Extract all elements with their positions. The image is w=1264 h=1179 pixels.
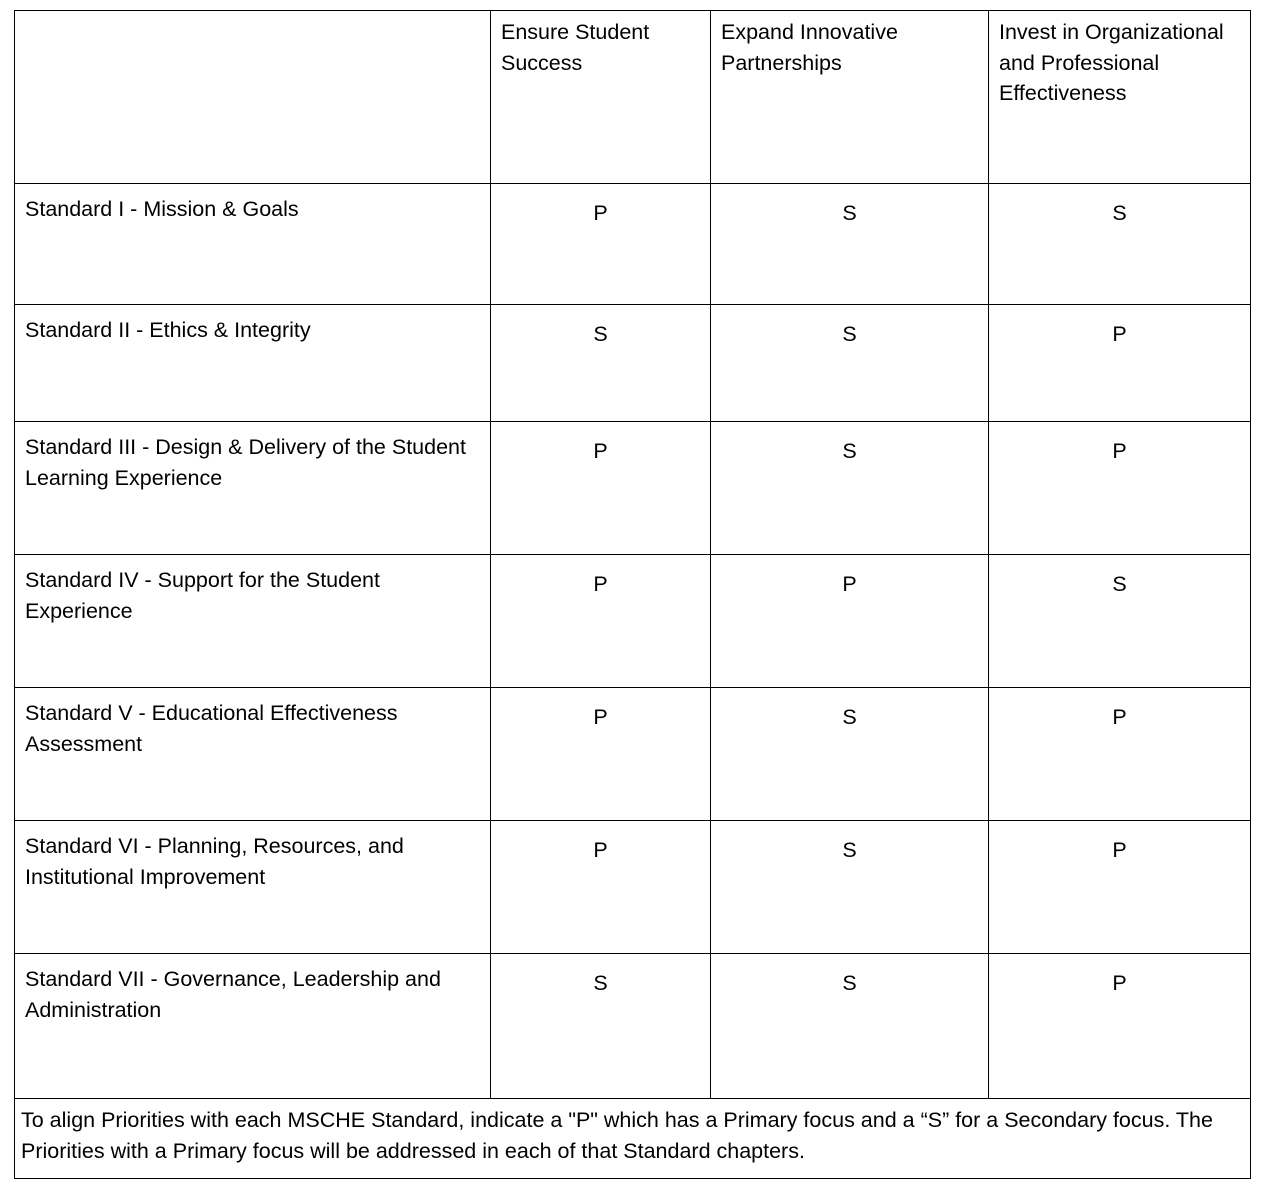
table-row [15, 954, 1251, 1099]
cell-standard-iv-ensure-student-success: P [491, 555, 711, 688]
cell-standard-ii-expand-innovative-partnerships: S [711, 305, 989, 422]
cell-standard-vi-expand-innovative-partnerships: S [711, 821, 989, 954]
standards-priorities-matrix [14, 10, 1251, 1179]
row-label-standard-ii: Standard II - Ethics & Integrity [15, 305, 491, 422]
cell-standard-i-expand-innovative-partnerships: S [711, 184, 989, 305]
cell-standard-vii-ensure-student-success: S [491, 954, 711, 1099]
row-label-standard-vi: Standard VI - Planning, Resources, and Institutional Improvement [15, 821, 491, 954]
table-row [15, 555, 1251, 688]
column-header-ensure-student-success: Ensure Student Success [491, 11, 711, 184]
cell-standard-iii-invest-in-organizational-effectiveness: P [989, 422, 1251, 555]
cell-standard-vi-ensure-student-success: P [491, 821, 711, 954]
row-label-standard-iv: Standard IV - Support for the Student Experience [15, 555, 491, 688]
row-label-standard-v: Standard V - Educational Effectiveness Assessment [15, 688, 491, 821]
matrix-footnote: To align Priorities with each MSCHE Standard, indicate a "P" which has a Primary focus and a “S” for a Secondary focus. The Priorities with a Primary focus will be addressed in each of that Standard chapters. [15, 1099, 1251, 1179]
table-row [15, 688, 1251, 821]
table-header [15, 11, 1251, 184]
cell-standard-i-invest-in-organizational-effectiveness: S [989, 184, 1251, 305]
cell-standard-vii-invest-in-organizational-effectiveness: P [989, 954, 1251, 1099]
cell-standard-vii-expand-innovative-partnerships: S [711, 954, 989, 1099]
row-label-standard-vii: Standard VII - Governance, Leadership and Administration [15, 954, 491, 1099]
cell-standard-v-invest-in-organizational-effectiveness: P [989, 688, 1251, 821]
header-corner-cell [15, 11, 491, 184]
header-row [15, 11, 1251, 184]
table-row [15, 305, 1251, 422]
table-body [15, 184, 1251, 1099]
cell-standard-iv-invest-in-organizational-effectiveness: S [989, 555, 1251, 688]
column-header-expand-innovative-partnerships: Expand Innovative Partnerships [711, 11, 989, 184]
table-row [15, 422, 1251, 555]
row-label-standard-i: Standard I - Mission & Goals [15, 184, 491, 305]
cell-standard-iv-expand-innovative-partnerships: P [711, 555, 989, 688]
cell-standard-v-expand-innovative-partnerships: S [711, 688, 989, 821]
table-footer [15, 1099, 1251, 1179]
row-label-standard-iii: Standard III - Design & Delivery of the Student Learning Experience [15, 422, 491, 555]
cell-standard-i-ensure-student-success: P [491, 184, 711, 305]
cell-standard-v-ensure-student-success: P [491, 688, 711, 821]
column-header-invest-in-organizational-and-professional-effectiveness: Invest in Organizational and Professional Effectiveness [989, 11, 1251, 184]
cell-standard-ii-invest-in-organizational-effectiveness: P [989, 305, 1251, 422]
cell-standard-ii-ensure-student-success: S [491, 305, 711, 422]
cell-standard-iii-ensure-student-success: P [491, 422, 711, 555]
cell-standard-vi-invest-in-organizational-effectiveness: P [989, 821, 1251, 954]
footnote-row [15, 1099, 1251, 1179]
cell-standard-iii-expand-innovative-partnerships: S [711, 422, 989, 555]
table-row [15, 184, 1251, 305]
table-row [15, 821, 1251, 954]
